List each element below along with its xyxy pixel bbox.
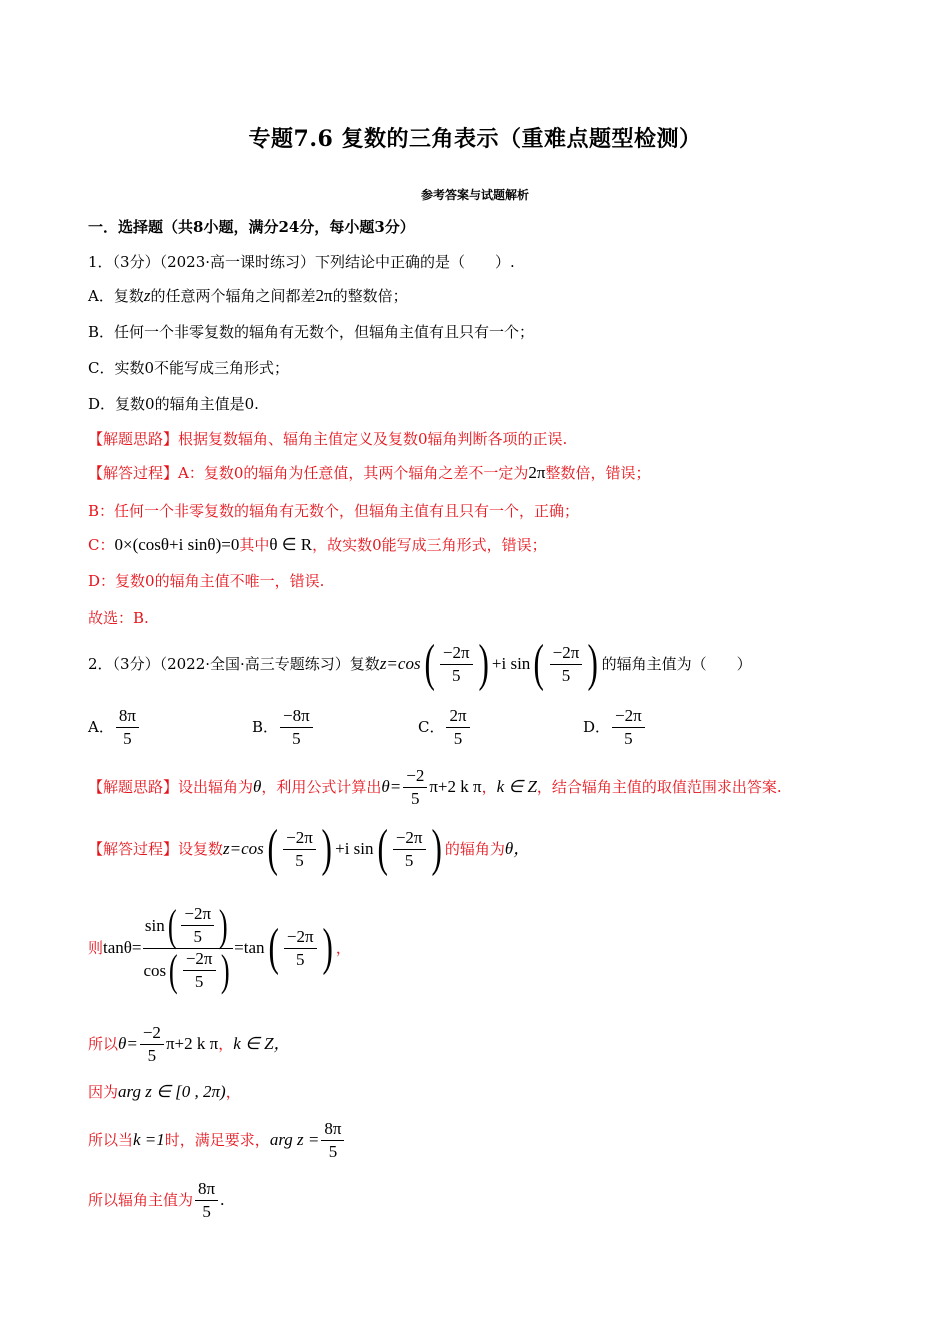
q1-process-c [88,535,547,555]
sin-label: sin [144,915,165,935]
q2-process-z-eq: z=cos [223,839,264,858]
right-paren: ) [321,820,332,877]
q2-option-b [252,704,315,750]
q1-process-a [88,463,651,483]
q2-option-a-frac: $\frac{8\pi}{5}$ [116,706,139,749]
q2-idea-theta-eq: θ= [381,777,402,796]
left-paren: ( [167,900,177,950]
q2-option-d [583,704,647,750]
q1-option-a-mid: 的任意两个辐角之间都差 [150,287,316,305]
q2-inner-frac-2: $\frac{-2\pi}{5}$ [183,949,216,992]
q1-option-b: B．任何一个非零复数的辐角有无数个，但辐角主值有且只有一个； [88,323,535,341]
q1-option-a [88,286,408,306]
q2-then: 则 [88,939,104,957]
q2-because-comma: ， [225,1083,241,1101]
q2-inner-frac-1: $\frac{-2\pi}{5}$ [181,904,214,947]
q2-process-pre: 设复数 [178,840,224,858]
q2-stem-z-eq: z=cos [379,654,421,673]
q2-big-frac-den [142,945,235,995]
q2-option-c-frac: $\frac{2\pi}{5}$ [446,706,469,749]
q2-idea-post: ，结合辐角主值的取值范围求出答案. [536,778,782,796]
page-subtitle: 参考答案与试题解析 [420,188,529,202]
q1-process-c-math2: θ ∈ R [269,535,313,554]
q1-process-c-pre: C： [88,536,115,554]
left-paren: ( [533,635,545,692]
q2-so-when [88,1117,346,1163]
q2-stem-post: 的辐角主值为（ ） [601,655,752,673]
q1-option-a-pre: A．复数 [88,287,144,305]
q2-option-d-label: D． [583,718,611,736]
q2-because [88,1082,241,1102]
q2-eq-tan: =tan [234,938,265,957]
q2-idea-pre: 设出辐角为 [178,778,254,796]
q1-process-a-pre: A：复数0的辐角为任意值，其两个辐角之差不一定为 [178,464,529,482]
q2-option-b-label: B． [252,718,279,736]
q2-idea-comma: ， [481,778,497,796]
q1-process-b: B：任何一个非零复数的辐角有无数个，但辐角主值有且只有一个，正确； [88,502,580,520]
q2-stem-frac-1: $\frac{-2\pi}{5}$ [440,643,473,686]
q1-idea-text: 根据复数辐角、辐角主值定义及复数0辐角判断各项的正误. [178,430,568,448]
q2-option-c-label: C． [418,718,445,736]
q2-so-theta-eq: θ= [118,1034,138,1053]
right-paren: ) [587,635,599,692]
q2-arg-range: arg z ∈ [0 , 2π) [118,1082,226,1101]
q1-option-a-var: z [143,286,151,305]
q2-k-eq-1: k =1 [133,1130,165,1149]
q1-process-a-post: 整数倍，错误； [545,464,651,482]
q2-arg-z-eq: arg z = [269,1130,320,1149]
q2-big-frac-num [143,900,233,950]
q1-stem: 1．（3分）（2023·高一课时练习）下列结论中正确的是（ ）. [88,253,515,271]
q2-big-fraction [142,900,235,995]
q2-process-post: 的辐角为 [444,840,505,858]
q1-option-d: D．复数0的辐角主值是0. [88,395,259,413]
q1-process-label: 【解答过程】 [88,464,179,482]
q2-idea-pi-term: π+2 k π [429,777,482,796]
q2-so-pi-term: π+2 k π [165,1034,219,1053]
q2-process-label: 【解答过程】 [88,840,179,858]
q2-option-a [88,704,141,750]
right-paren: ) [478,635,489,692]
q2-so-comma: ， [218,1035,234,1053]
q2-process-theta: θ， [504,839,531,858]
right-paren: ) [220,945,230,995]
section-heading: 一．选择题（共8小题，满分24分，每小题3分） [88,218,415,236]
q2-arg-frac: $\frac{8\pi}{5}$ [321,1119,344,1162]
q2-stem-pre: 2．（3分）（2022·全国·高三专题练习）复数 [88,655,380,673]
q2-idea-k-in-z: k ∈ Z [496,777,537,796]
q1-option-a-math: 2π [315,286,333,305]
q2-process-plus-i-sin: +i sin [335,839,374,858]
q1-process-a-math: 2π [528,463,546,482]
q2-option-c [418,704,472,750]
left-paren: ( [267,820,278,877]
q1-process-c-post: ，故实数0能写成三角形式，错误； [312,536,547,554]
left-paren: ( [424,635,435,692]
q2-idea-mid: ，利用公式计算出 [261,778,382,796]
q2-process-frac-2: $\frac{-2\pi}{5}$ [393,828,426,871]
cos-label: cos [143,960,167,980]
q2-idea-frac: $\frac{-2}{5}$ [403,766,427,809]
q2-so-main: 所以辐角主值为 [88,1191,194,1209]
q2-process-frac-1: $\frac{-2\pi}{5}$ [283,828,316,871]
q1-process-c-math: 0×(cosθ+i sinθ)=0 [114,535,240,554]
q2-idea-label: 【解题思路】 [88,778,179,796]
q2-tan-theta-eq: tanθ= [103,938,142,957]
left-paren: ( [376,820,388,877]
q2-so-1: 所以 [88,1035,119,1053]
q1-option-c: C．实数0不能写成三角形式； [88,359,290,377]
q2-so-theta [88,1021,291,1067]
q1-process-d: D：复数0的辐角主值不唯一，错误. [88,572,325,590]
q2-stem-plus-i-sin: +i sin [491,654,531,673]
q2-because-label: 因为 [88,1083,119,1101]
q2-idea-theta: θ [253,777,262,796]
q1-option-a-post: 的整数倍； [332,287,408,305]
page-title: 专题7.6 复数的三角表示（重难点题型检测） [248,126,702,152]
right-paren: ) [219,900,228,950]
q1-answer: 故选：B. [88,609,149,627]
right-paren: ) [430,820,442,877]
left-paren: ( [267,919,279,976]
q2-process-setup [88,820,531,877]
q1-process-c-mid: 其中 [239,536,270,554]
q2-conclusion [88,1177,224,1223]
q2-when-tail: 时，满足要求， [164,1131,270,1149]
q2-final-frac: $\frac{8\pi}{5}$ [195,1179,218,1222]
q2-option-a-label: A． [88,718,114,736]
q2-stem-frac-2: $\frac{-2\pi}{5}$ [550,643,583,686]
q2-period: . [220,1190,225,1209]
q2-option-b-frac: $\frac{-8\pi}{5}$ [280,706,313,749]
q2-tan-tail: ， [335,939,351,957]
q2-tan-frac: $\frac{-2\pi}{5}$ [284,927,317,970]
q2-so-k-in-z: k ∈ Z， [233,1034,291,1053]
q1-idea-label: 【解题思路】 [88,430,179,448]
right-paren: ) [321,919,333,976]
q2-stem [88,635,752,692]
left-paren: ( [169,945,178,995]
q2-tan-equation [88,896,351,1000]
q2-option-d-frac: $\frac{-2\pi}{5}$ [612,706,645,749]
q2-idea [88,764,782,810]
q2-so-frac: $\frac{-2}{5}$ [140,1023,164,1066]
q2-so-when-label: 所以当 [88,1131,134,1149]
q1-idea [88,429,567,449]
